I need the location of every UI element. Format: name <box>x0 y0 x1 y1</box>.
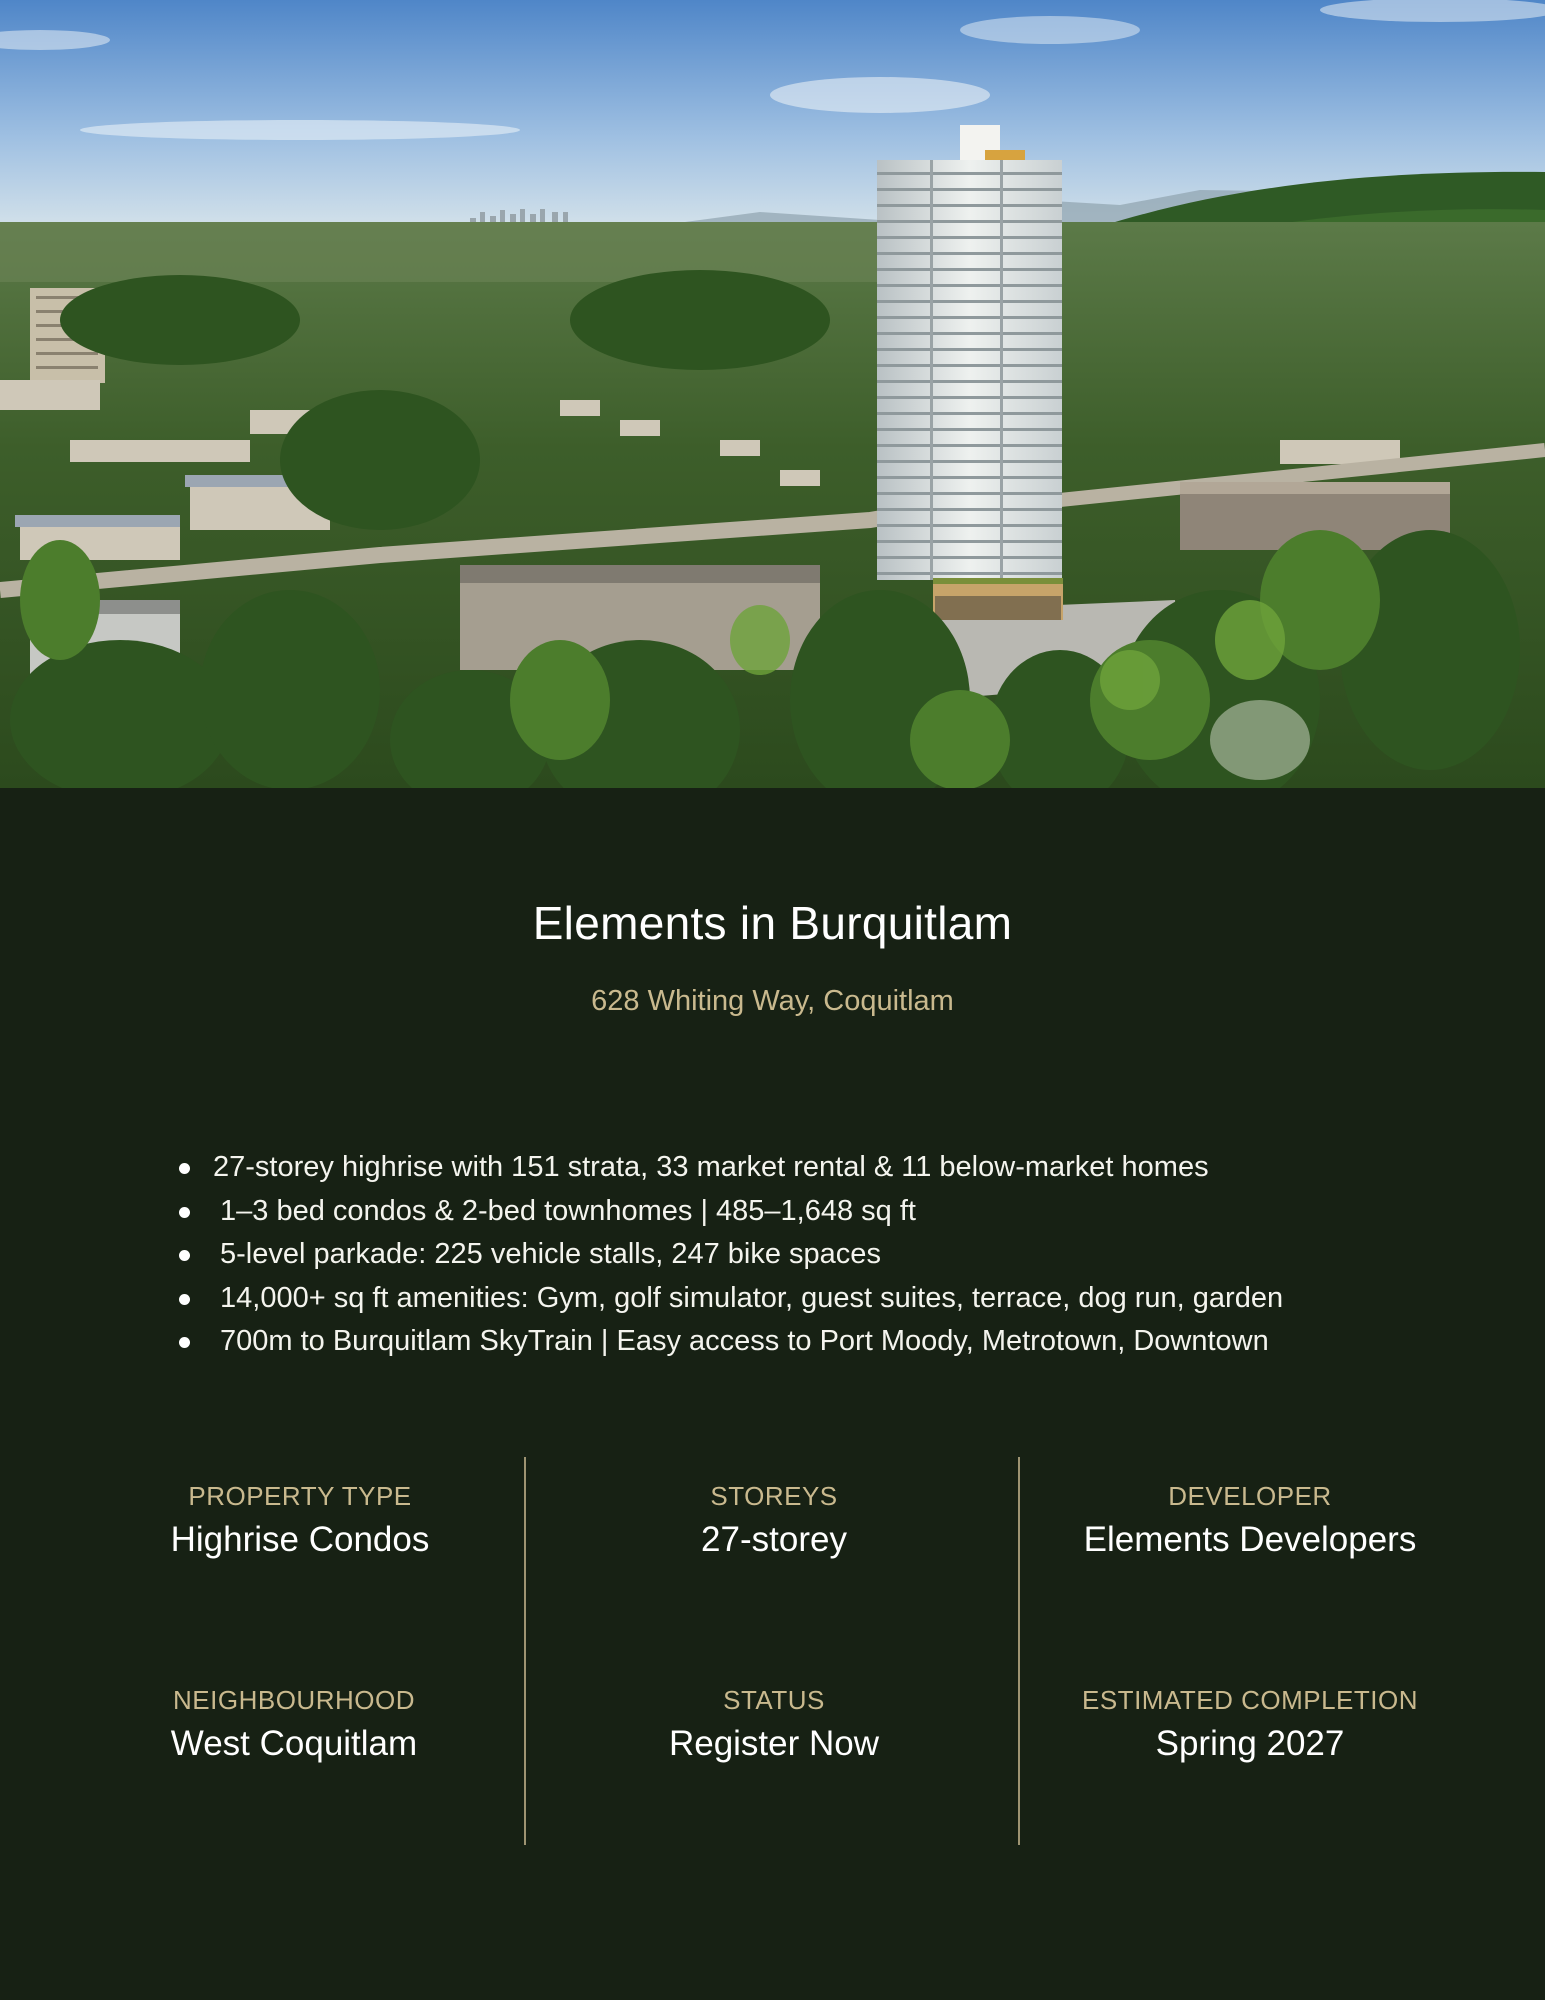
list-item <box>175 1146 1425 1190</box>
list-item <box>175 1277 1425 1321</box>
stat-neighbourhood <box>94 1685 494 1764</box>
stat-label: NEIGHBOURHOOD <box>173 1685 415 1715</box>
stat-label: STATUS <box>723 1685 825 1715</box>
list-item <box>175 1320 1425 1364</box>
aerial-photo-illustration <box>0 0 1545 788</box>
feature-text: 27-storey highrise with 151 strata, 33 market rental & 11 below-market homes <box>213 1151 1209 1183</box>
feature-text: 14,000+ sq ft amenities: Gym, golf simulator, guest suites, terrace, dog run, garden <box>220 1281 1284 1314</box>
stat-value: Elements Developers <box>1083 1520 1417 1559</box>
stat-value: Spring 2027 <box>1155 1724 1345 1763</box>
bullet-icon <box>179 1163 190 1174</box>
stat-storeys <box>574 1481 974 1560</box>
stat-value: West Coquitlam <box>170 1724 418 1763</box>
stat-completion <box>1050 1685 1450 1764</box>
stat-value: Register Now <box>668 1724 880 1763</box>
bullet-icon <box>179 1337 190 1348</box>
list-item <box>175 1233 1425 1277</box>
bullet-icon <box>179 1207 190 1218</box>
column-divider <box>1018 1457 1020 1845</box>
bullet-icon <box>179 1250 190 1261</box>
bullet-icon <box>179 1294 190 1305</box>
feature-text: 1–3 bed condos & 2-bed townhomes | 485–1,648 sq ft <box>220 1194 916 1227</box>
feature-list <box>175 1146 1425 1364</box>
page-title: Elements in Burquitlam <box>532 897 1013 949</box>
stat-label: STOREYS <box>710 1481 838 1511</box>
stat-developer <box>1050 1481 1450 1560</box>
column-divider <box>524 1457 526 1845</box>
stat-label: ESTIMATED COMPLETION <box>1082 1685 1418 1715</box>
stat-label: PROPERTY TYPE <box>188 1481 412 1511</box>
list-item <box>175 1190 1425 1234</box>
stat-status <box>574 1685 974 1764</box>
project-address: 628 Whiting Way, Coquitlam <box>591 985 954 1017</box>
stat-property-type <box>100 1481 500 1560</box>
stat-value: Highrise Condos <box>170 1520 430 1559</box>
stat-label: DEVELOPER <box>1168 1481 1332 1511</box>
stat-value: 27-storey <box>701 1520 847 1559</box>
feature-text: 5-level parkade: 225 vehicle stalls, 247 bike spaces <box>220 1238 881 1270</box>
stats-grid <box>0 1457 1545 1845</box>
feature-text: 700m to Burquitlam SkyTrain | Easy access to Port Moody, Metrotown, Downtown <box>220 1325 1269 1357</box>
hero-image <box>0 0 1545 788</box>
